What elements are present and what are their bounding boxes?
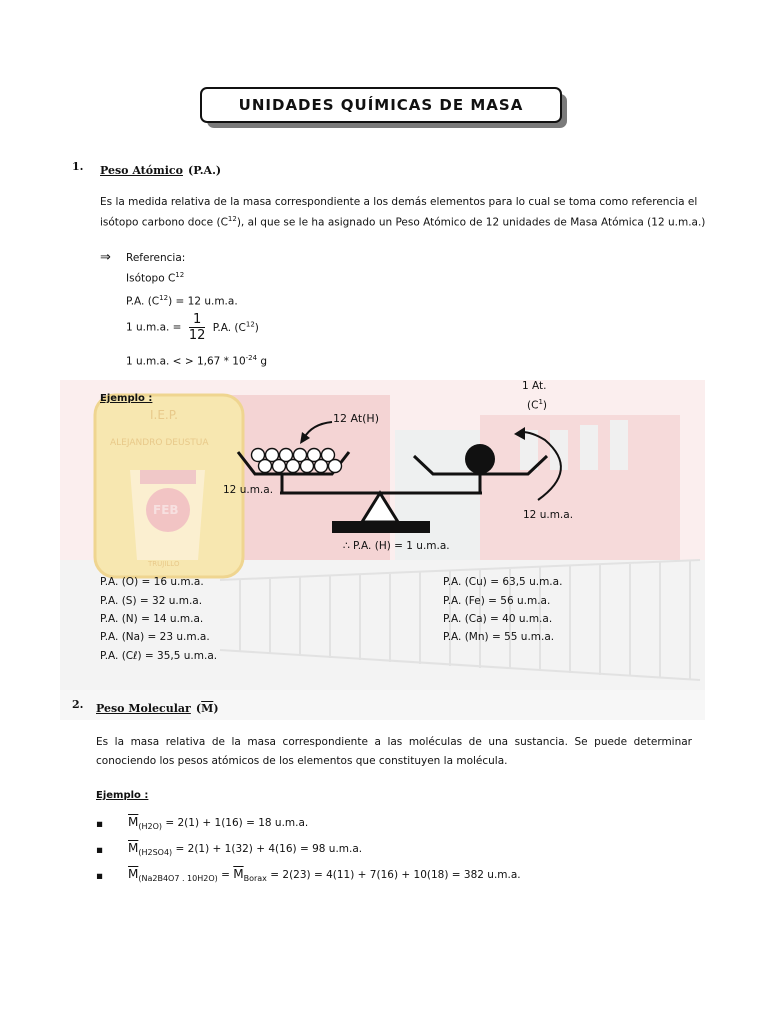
- diagram-right-top-label-2: $(C^1)$: [527, 398, 548, 412]
- weight-right-1: P.A. (Fe) = 56 u.m.a.: [443, 595, 551, 607]
- balance-base: [332, 521, 430, 533]
- weight-right-2: P.A. (Ca) = 40 u.m.a.: [443, 613, 553, 625]
- section1-title: Peso Atómico: [100, 164, 183, 177]
- weight-right-0: P.A. (Cu) = 63,5 u.m.a.: [443, 576, 563, 588]
- reference-uma-approx: 1 u.m.a. < > $1,67 * 10^{-24}$ g: [126, 354, 268, 368]
- fraction: $\frac{1}{12}$: [188, 312, 206, 343]
- page-title: UNIDADES QUÍMICAS DE MASA: [238, 96, 524, 114]
- section2-paragraph-line2: conociendo los pesos atómicos de los elementos que constituyen la molécula.: [96, 755, 508, 767]
- weight-left-0: P.A. (O) = 16 u.m.a.: [100, 576, 204, 588]
- molecular-example-0: $\overline{M}_{(H2O)} = 2(1) + 1(16) = 18$ u.m.a.: [128, 815, 309, 832]
- left-arrow: [304, 422, 332, 438]
- reference-label: Referencia:: [126, 252, 186, 264]
- carbon-atom: [465, 444, 495, 474]
- weight-right-3: P.A. (Mn) = 55 u.m.a.: [443, 631, 555, 643]
- watermark-school-short: I.E.P.: [150, 408, 178, 422]
- watermark-city: TRUJILLO: [148, 560, 180, 568]
- section2-number: 2.: [72, 698, 84, 711]
- weight-left-2: P.A. (N) = 14 u.m.a.: [100, 613, 204, 625]
- section2-title-suffix: $(\overline{M})$: [195, 702, 219, 715]
- watermark-school-name: ALEJANDRO DEUSTUA: [110, 438, 209, 448]
- bullet-icon: ▪: [96, 818, 104, 830]
- bullet-icon: ▪: [96, 870, 104, 882]
- right-curved-arrow: [522, 432, 561, 500]
- molecular-example-2: $\overline{M}_{(Na2B4O7 . 10H2O)} = \overline{M}_{Borax} = 2(23) = 4(11) + 7(16) + 10(18) = 382$ u.m.a.: [128, 867, 521, 884]
- section2-example-label: Ejemplo :: [96, 790, 149, 801]
- reference-pa-c12: P.A. $(C^{12}) = 12$ u.m.a.: [126, 294, 238, 308]
- diagram-left-mass: 12 u.m.a.: [223, 484, 274, 496]
- balance-fulcrum: [362, 493, 398, 522]
- section1-title-suffix: (P.A.): [188, 164, 222, 177]
- hydrogen-atoms: [252, 449, 342, 473]
- section2-heading: [96, 697, 219, 716]
- section2-title: Peso Molecular: [96, 702, 191, 715]
- section2-paragraph-line1: Es la masa relativa de la masa correspondiente a las moléculas de una sustancia. Se puede determinar: [96, 736, 692, 748]
- diagram-conclusion: ∴ P.A. (H) = 1 u.m.a.: [343, 540, 450, 552]
- diagram-right-top-label-1: 1 At.: [522, 380, 547, 392]
- section1-example-label: Ejemplo :: [100, 393, 153, 404]
- section1-paragraph-line2: isótopo carbono doce $(C^{12})$, al que se le ha asignado un Peso Atómico de 12 unidades de Masa Atómica (12 u.m.a.): [100, 215, 706, 229]
- weight-left-1: P.A. (S) = 32 u.m.a.: [100, 595, 203, 607]
- reference-uma-fraction: 1 u.m.a. = $\frac{1}{12}$ P.A. $(C^{12})$: [126, 312, 259, 343]
- molecular-example-1: $\overline{M}_{(H2SO4)} = 2(1) + 1(32) + 4(16) = 98$ u.m.a.: [128, 841, 363, 858]
- reference-isotope: Isótopo $C^{12}$: [126, 271, 185, 285]
- bullet-icon: ▪: [96, 844, 104, 856]
- weight-left-3: P.A. (Na) = 23 u.m.a.: [100, 631, 210, 643]
- weight-left-4: P.A. (Cℓ) = 35,5 u.m.a.: [100, 650, 218, 662]
- diagram-left-top-label: 12 At(H): [333, 412, 379, 425]
- arrow-icon: ⇒: [100, 250, 111, 265]
- section2-paragraph: [96, 733, 692, 771]
- diagram-right-mass: 12 u.m.a.: [523, 509, 574, 521]
- section1-paragraph-line1: Es la medida relativa de la masa correspondiente a los demás elementos para lo cual se toma como referencia el: [100, 196, 698, 208]
- section1-number: 1.: [72, 160, 84, 173]
- watermark-logo-letters: FEB: [153, 503, 179, 517]
